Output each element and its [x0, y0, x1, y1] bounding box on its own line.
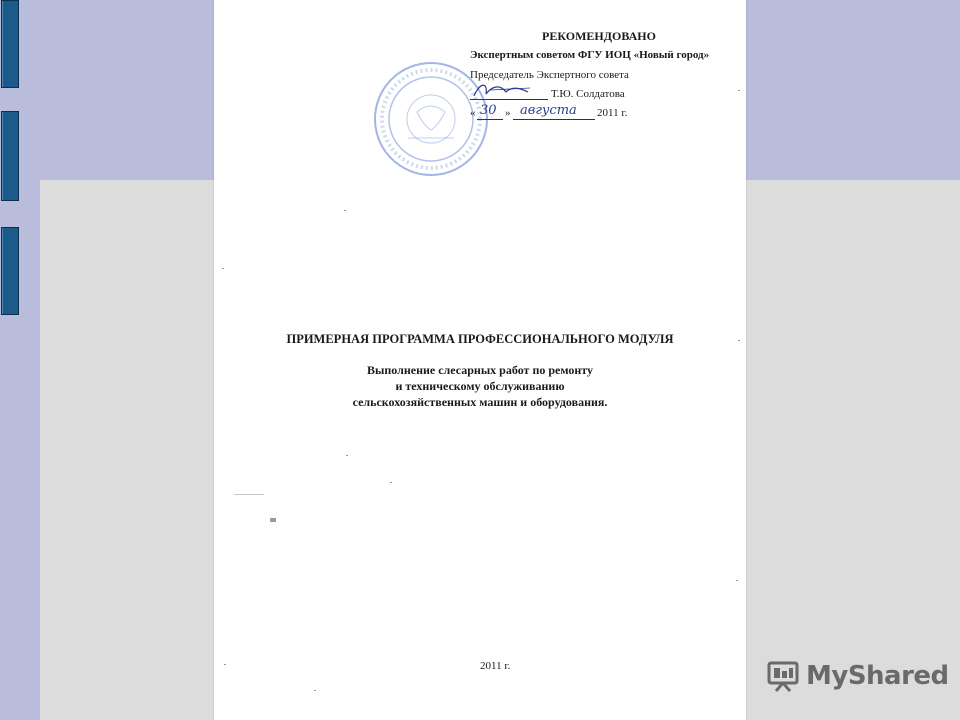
scan-speck [344, 210, 346, 211]
approval-name: Т.Ю. Солдатова [551, 88, 625, 100]
program-title: ПРИМЕРНАЯ ПРОГРАММА ПРОФЕССИОНАЛЬНОГО МОДУЛЯ [286, 332, 674, 346]
slide-accent-tab [1, 111, 19, 201]
approval-chair: Председатель Экспертного совета [470, 69, 629, 81]
scan-speck [390, 482, 392, 483]
signature-line [470, 99, 548, 100]
projector-screen-icon [766, 659, 800, 693]
footer-year: 2011 г. [480, 660, 511, 672]
scan-speck [738, 90, 740, 91]
scan-speck [224, 664, 226, 665]
module-name-line: сельскохозяйственных машин и оборудования. [352, 395, 608, 409]
module-name-line: и техническому обслуживанию [395, 379, 565, 393]
watermark-text: MyShared [806, 661, 949, 691]
myshared-watermark [766, 656, 949, 696]
module-name-line: Выполнение слесарных работ по ремонту [366, 363, 594, 377]
scanned-document-page [214, 0, 746, 720]
approval-heading: РЕКОМЕНДОВАНО [542, 29, 656, 43]
slide-accent-tab [1, 227, 19, 315]
date-month-line [513, 119, 595, 120]
scan-speck [222, 268, 224, 269]
scan-speck [736, 580, 738, 581]
date-quote-close: » [505, 107, 511, 119]
date-quote-open: « [470, 107, 476, 119]
scan-speck [270, 518, 276, 522]
approval-council: Экспертным советом ФГУ ИОЦ «Новый город» [470, 49, 710, 61]
approval-year: 2011 г. [597, 107, 628, 119]
date-day-line [477, 119, 503, 120]
scan-speck [346, 455, 348, 456]
slide-left-strip [0, 0, 40, 720]
slide-accent-tab [1, 0, 19, 88]
scan-speck [314, 690, 316, 691]
date-day: 30 [480, 103, 497, 118]
scan-speck [234, 494, 264, 495]
date-month: августа [520, 103, 577, 118]
scan-speck [738, 340, 740, 341]
